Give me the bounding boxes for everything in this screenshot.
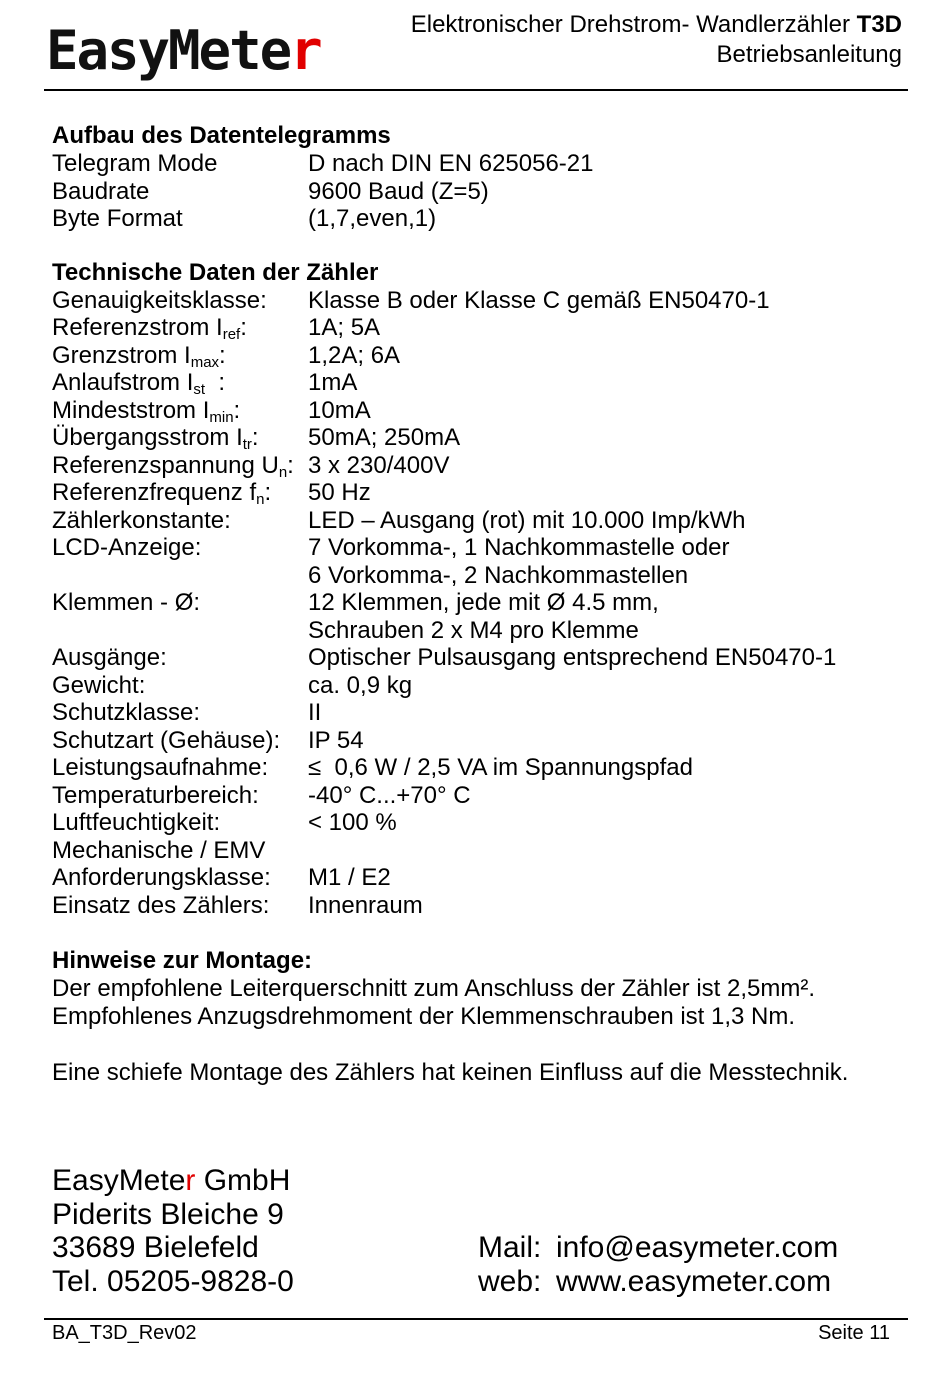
row-label-text: Referenzfrequenz f (52, 479, 257, 506)
page-number: Seite 11 (818, 1322, 890, 1344)
tech-row (52, 809, 912, 837)
company-name-suffix: GmbH (195, 1164, 291, 1197)
row-value: LED – Ausgang (rot) mit 10.000 Imp/kWh (308, 506, 746, 534)
online-contact (478, 1231, 838, 1298)
row-label-text: Referenzspannung U (52, 451, 279, 479)
row-label-text: Ausgänge: (52, 644, 167, 671)
row-label (52, 369, 308, 397)
tech-row (52, 507, 912, 535)
row-label (52, 782, 308, 810)
web-label: web: (478, 1264, 542, 1298)
row-label (52, 452, 308, 480)
row-label-suffix: : (233, 396, 241, 424)
row-label (52, 754, 308, 782)
row-label-text: LCD-Anzeige: (52, 534, 202, 561)
row-value: IP 54 (308, 726, 364, 754)
row-label-text: Anlaufstrom I (52, 369, 194, 396)
row-label-text: Byte Format (52, 205, 183, 232)
row-label-suffix: : (205, 369, 226, 396)
row-value: 1A; 5A (308, 314, 381, 341)
row-label (52, 287, 308, 315)
row-label-subscript: n (256, 491, 265, 508)
row-label-suffix: : (251, 424, 259, 451)
row-label (52, 150, 308, 178)
web-link[interactable]: www.easymeter.com (556, 1264, 832, 1298)
row-value: Schrauben 2 x M4 pro Klemme (308, 616, 639, 644)
tech-row (52, 864, 912, 892)
row-label-subscript: max (190, 353, 220, 371)
tech-row (52, 699, 912, 727)
row-label-text: Leistungsaufnahme: (52, 754, 269, 781)
tech-row (52, 479, 912, 507)
header-divider (44, 89, 908, 91)
mounting-text-2: Empfohlenes Anzugsdrehmoment der Klemmenschrauben ist 1,3 Nm. (52, 1003, 796, 1030)
row-label (52, 699, 308, 727)
row-label-subscript: n (278, 463, 288, 481)
mounting-text-3: Eine schiefe Montage des Zählers hat keinen Einfluss auf die Messtechnik. (52, 1059, 849, 1086)
row-label (52, 589, 308, 617)
row-label-suffix: : (264, 479, 272, 506)
row-value: -40° C...+70° C (308, 781, 471, 809)
tech-row (52, 369, 912, 397)
row-label (52, 424, 308, 452)
tech-row (52, 314, 912, 342)
row-value: II (308, 699, 322, 726)
row-label-subscript: tr (242, 436, 252, 453)
row-value: Klasse B oder Klasse C gemäß EN50470-1 (308, 286, 770, 314)
telegram-row (52, 205, 912, 233)
tech-row (52, 727, 912, 755)
tech-row (52, 672, 912, 700)
company-city: 33689 Bielefeld (52, 1231, 259, 1264)
tech-row (52, 892, 912, 920)
row-label-text: Telegram Mode (52, 150, 218, 177)
row-value: 10mA (308, 396, 371, 424)
company-name-main: EasyMete (52, 1164, 186, 1197)
row-label-text: Genauigkeitsklasse: (52, 286, 267, 314)
page-content (52, 122, 912, 1087)
mounting-text-1: Der empfohlene Leiterquerschnitt zum Anschluss der Zähler ist 2,5mm². (52, 975, 815, 1002)
tech-row (52, 397, 912, 425)
row-label (52, 397, 308, 425)
row-value: ≤ 0,6 W / 2,5 VA im Spannungspfad (308, 754, 693, 781)
title-subtitle: Betriebsanleitung (716, 41, 902, 68)
easymeter-logo (46, 18, 321, 84)
row-label (52, 507, 308, 535)
row-value: < 100 % (308, 809, 397, 836)
company-street: Piderits Bleiche 9 (52, 1197, 284, 1231)
row-value: 6 Vorkomma-, 2 Nachkommastellen (308, 561, 689, 589)
row-label-text: Temperaturbereich: (52, 781, 259, 809)
contact-block (52, 1164, 294, 1298)
tech-row (52, 782, 912, 810)
tech-row (52, 534, 912, 562)
row-value: D nach DIN EN 625056-21 (308, 150, 594, 177)
row-label-text: Baudrate (52, 177, 150, 205)
row-label (52, 727, 308, 755)
row-value: 1mA (308, 369, 358, 396)
row-label-text: Zählerkonstante: (52, 506, 231, 534)
row-label-suffix: : (219, 341, 226, 369)
row-label-subscript: ref (222, 326, 241, 343)
company-name (52, 1164, 294, 1198)
row-label-text: Schutzklasse: (52, 699, 201, 726)
telegram-row (52, 178, 912, 206)
row-value: 7 Vorkomma-, 1 Nachkommastelle oder (308, 534, 730, 561)
document-title (411, 10, 902, 70)
row-label (52, 809, 308, 837)
tech-row (52, 452, 912, 480)
row-label-subscript: st (193, 381, 206, 398)
tech-table (52, 287, 912, 920)
row-label-text: Gewicht: (52, 671, 146, 699)
mail-link[interactable]: info@easymeter.com (556, 1231, 839, 1264)
tech-row (52, 424, 912, 452)
row-value: ca. 0,9 kg (308, 671, 413, 699)
telegram-heading: Aufbau des Datentelegramms (52, 122, 391, 149)
row-value: M1 / E2 (308, 864, 391, 891)
row-label-text: Schutzart (Gehäuse): (52, 726, 281, 754)
logo-accent-letter: r (290, 19, 321, 82)
row-label-suffix: : (240, 314, 247, 341)
footer-divider (44, 1318, 908, 1320)
row-value: 50 Hz (308, 479, 371, 506)
mail-label: Mail: (478, 1231, 542, 1264)
row-value: 3 x 230/400V (308, 451, 450, 479)
tech-heading: Technische Daten der Zähler (52, 258, 379, 286)
row-label-suffix: : (287, 451, 294, 479)
title-model: T3D (856, 11, 902, 38)
company-phone: Tel. 05205-9828-0 (52, 1264, 294, 1298)
row-label-text: Übergangsstrom I (52, 424, 243, 451)
row-label-text: Einsatz des Zählers: (52, 891, 270, 919)
row-label (52, 314, 308, 342)
row-label (52, 534, 308, 562)
row-label (52, 178, 308, 206)
row-value: 1,2A; 6A (308, 341, 401, 369)
row-label (52, 617, 308, 645)
row-label-subscript: min (209, 408, 234, 426)
row-label (52, 864, 308, 892)
row-value: 9600 Baud (Z=5) (308, 177, 489, 205)
tech-row (52, 562, 912, 590)
row-value: Optischer Pulsausgang entsprechend EN50470-1 (308, 644, 837, 671)
mounting-heading: Hinweise zur Montage: (52, 947, 313, 974)
tech-row (52, 754, 912, 782)
row-label (52, 205, 308, 233)
document-id: BA_T3D_Rev02 (52, 1322, 197, 1344)
company-name-accent: r (185, 1164, 196, 1197)
row-label-text: Grenzstrom I (52, 341, 191, 369)
row-value: (1,7,even,1) (308, 205, 437, 232)
row-label-text: Referenzstrom I (52, 314, 223, 341)
row-label-text: Mindeststrom I (52, 396, 210, 424)
telegram-table (52, 150, 912, 233)
row-label-text: Luftfeuchtigkeit: (52, 809, 221, 836)
row-label-text: Mechanische / EMV (52, 836, 266, 864)
row-label (52, 644, 308, 672)
row-value: 50mA; 250mA (308, 424, 461, 451)
row-value: Innenraum (308, 891, 423, 919)
row-label (52, 342, 308, 370)
row-label-text: Anforderungsklasse: (52, 864, 271, 891)
row-label (52, 479, 308, 507)
row-label (52, 562, 308, 590)
row-label (52, 892, 308, 920)
row-label (52, 837, 308, 865)
title-prefix: Elektronischer Drehstrom- Wandlerzähler (410, 11, 857, 38)
tech-row (52, 617, 912, 645)
tech-row (52, 589, 912, 617)
logo-text: EasyMete (46, 19, 291, 82)
row-label (52, 672, 308, 700)
row-label-text: Klemmen - Ø: (52, 589, 201, 616)
tech-row (52, 837, 912, 865)
tech-row (52, 342, 912, 370)
tech-row (52, 287, 912, 315)
telegram-row (52, 150, 912, 178)
row-value: 12 Klemmen, jede mit Ø 4.5 mm, (308, 589, 659, 616)
tech-row (52, 644, 912, 672)
